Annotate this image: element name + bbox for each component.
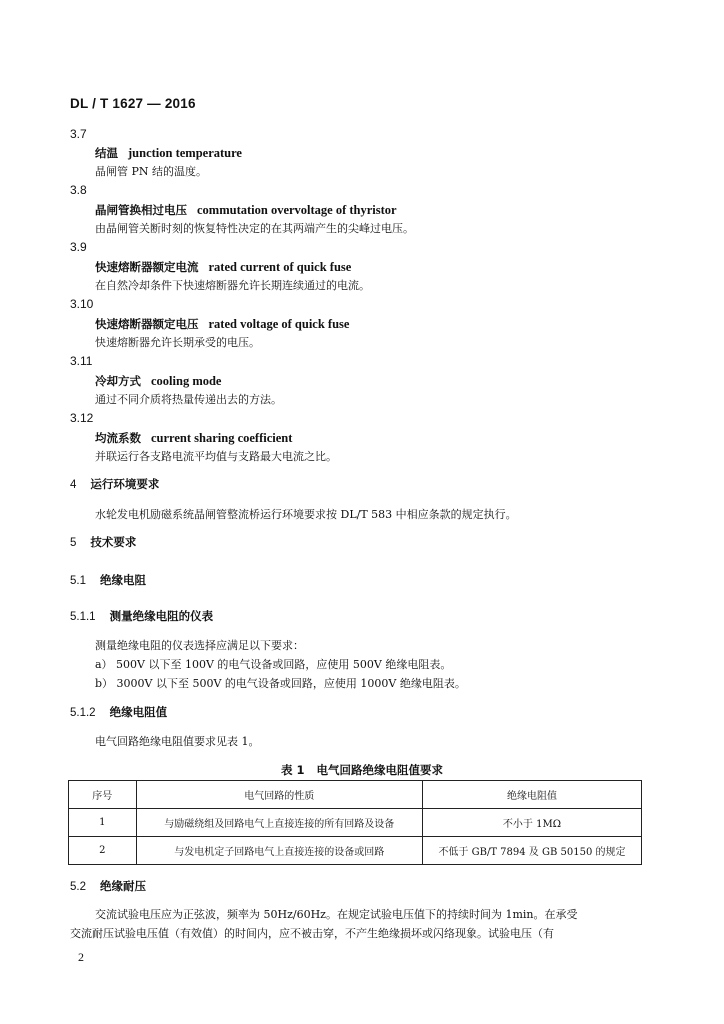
section-number: 5.1.2 xyxy=(70,707,96,719)
section-title: 技术要求 xyxy=(90,535,137,549)
paragraph-line: 交流试验电压应为正弦波，频率为 50Hz/60Hz。在规定试验电压值下的持续时间为 1min。在承受 xyxy=(95,908,578,921)
table-header-cell: 绝缘电阻值 xyxy=(422,781,641,809)
term-title xyxy=(95,259,351,275)
term-number: 3.11 xyxy=(70,354,93,368)
term-definition: 在自然冷却条件下快速熔断器允许长期连续通过的电流。 xyxy=(95,279,370,292)
section-title: 绝缘耐压 xyxy=(100,879,146,893)
term-zh: 冷却方式 xyxy=(95,374,141,388)
insulation-resistance-table xyxy=(68,780,642,865)
section-title: 测量绝缘电阻的仪表 xyxy=(109,609,214,623)
table-cell: 与励磁绕组及回路电气上直接连接的所有回路及设备 xyxy=(136,809,422,837)
term-title xyxy=(95,145,242,161)
paragraph-line: 交流耐压试验电压值（有效值）的时间内，应不被击穿，不产生绝缘损坏或闪络现象。试验电压（有 xyxy=(70,927,554,940)
term-definition: 晶闸管 PN 结的温度。 xyxy=(95,165,208,178)
term-title xyxy=(95,316,349,332)
term-definition: 并联运行各支路电流平均值与支路最大电流之比。 xyxy=(95,450,337,463)
term-title xyxy=(95,202,397,218)
table-cell: 2 xyxy=(69,837,137,865)
term-definition: 由晶闸管关断时刻的恢复特性决定的在其两端产生的尖峰过电压。 xyxy=(95,222,414,235)
section-title: 绝缘电阻 xyxy=(100,573,146,587)
list-item: b） 3000V 以下至 500V 的电气设备或回路，应使用 1000V 绝缘电阻表。 xyxy=(95,677,466,690)
paragraph: 测量绝缘电阻的仪表选择应满足以下要求： xyxy=(95,639,304,652)
term-zh: 快速熔断器额定电流 xyxy=(95,260,199,274)
term-zh: 结温 xyxy=(95,146,118,160)
term-number: 3.8 xyxy=(70,183,87,197)
table-header-row xyxy=(69,781,642,809)
term-number: 3.12 xyxy=(70,411,94,425)
table-label: 表 1 xyxy=(280,763,305,777)
term-number: 3.9 xyxy=(70,240,87,254)
term-en: rated voltage of quick fuse xyxy=(208,317,350,331)
term-en: rated current of quick fuse xyxy=(208,260,352,274)
table-cell: 与发电机定子回路电气上直接连接的设备或回路 xyxy=(136,837,422,865)
table-row xyxy=(69,809,642,837)
section-number: 5.1 xyxy=(70,575,86,587)
section-heading xyxy=(70,572,146,588)
section-number: 4 xyxy=(70,479,77,491)
table-cell: 不低于 GB/T 7894 及 GB 50150 的规定 xyxy=(422,837,641,865)
paragraph: 水轮发电机励磁系统晶闸管整流桥运行环境要求按 DL/T 583 中相应条款的规定执行。 xyxy=(95,508,517,521)
table-header-cell: 电气回路的性质 xyxy=(136,781,422,809)
section-heading xyxy=(70,608,213,624)
term-en: cooling mode xyxy=(151,374,222,388)
term-en: commutation overvoltage of thyristor xyxy=(197,203,397,217)
section-number: 5.1.1 xyxy=(70,611,96,623)
term-title xyxy=(95,373,221,389)
table-row xyxy=(69,837,642,865)
section-heading xyxy=(70,878,146,894)
term-number: 3.10 xyxy=(70,297,94,311)
table-caption xyxy=(0,762,724,778)
term-en: current sharing coefficient xyxy=(151,431,293,445)
term-zh: 均流系数 xyxy=(95,431,141,445)
table-title: 电气回路绝缘电阻值要求 xyxy=(316,763,443,777)
paragraph: 电气回路绝缘电阻值要求见表 1。 xyxy=(95,735,260,748)
section-number: 5 xyxy=(70,537,77,549)
term-zh: 快速熔断器额定电压 xyxy=(95,317,199,331)
term-number: 3.7 xyxy=(70,127,87,141)
term-definition: 快速熔断器允许长期承受的电压。 xyxy=(95,336,260,349)
page-number: 2 xyxy=(78,950,84,964)
section-heading xyxy=(70,704,167,720)
section-number: 5.2 xyxy=(70,881,86,893)
list-item: a） 500V 以下至 100V 的电气设备或回路，应使用 500V 绝缘电阻表。 xyxy=(95,658,452,671)
table-cell: 1 xyxy=(69,809,137,837)
term-definition: 通过不同介质将热量传递出去的方法。 xyxy=(95,393,282,406)
table-cell: 不小于 1MΩ xyxy=(422,809,641,837)
section-heading xyxy=(70,534,136,550)
section-title: 绝缘电阻值 xyxy=(109,705,168,719)
table-header-cell: 序号 xyxy=(69,781,137,809)
standard-number: DL / T 1627 — 2016 xyxy=(70,96,196,111)
section-heading xyxy=(70,476,159,492)
term-title xyxy=(95,430,292,446)
term-en: junction temperature xyxy=(128,146,242,160)
term-zh: 晶闸管换相过电压 xyxy=(95,203,187,217)
section-title: 运行环境要求 xyxy=(90,477,160,491)
